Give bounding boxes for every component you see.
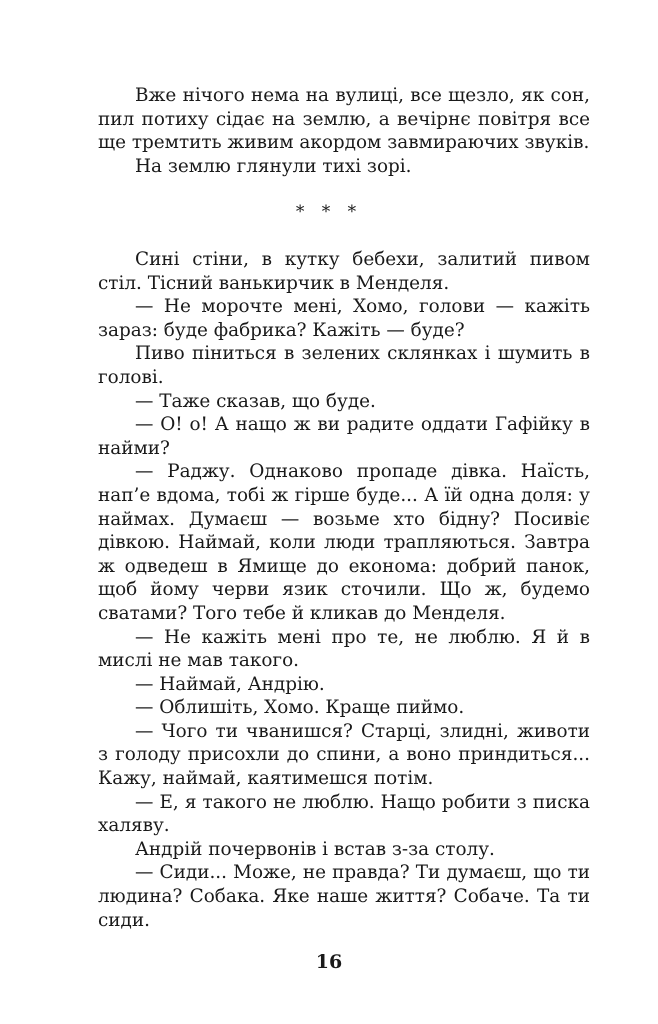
paragraph: — Наймай, Андрію. — [135, 673, 325, 695]
paragraph: — Е, я такого не люблю. Нащо робити з писка халяву. — [98, 791, 590, 837]
paragraph: — Таже сказав, що буде. — [135, 390, 376, 412]
paragraph: Андрій почервонів і встав з-за столу. — [135, 838, 495, 860]
paragraph: — Не кажіть мені про те, не люблю. Я й в мислі не мав такого. — [98, 626, 590, 672]
paragraph: — Чого ти чванишся? Старці, злидні, животи з голоду присохли до спини, а воно приндиться... Кажу, наймай, каятимешся потім. — [98, 720, 590, 790]
paragraph: На землю глянули тихі зорі. — [135, 155, 412, 177]
section-separator: * * * — [295, 202, 363, 222]
paragraph: Сині стіни, в кутку бебехи, залитий пивом стіл. Тісний ванькирчик в Менделя. — [98, 249, 590, 294]
paragraph: — О! о! А нащо ж ви радите оддати Гафійку в найми? — [98, 414, 590, 459]
page-number: 16 — [315, 951, 343, 973]
paragraph: — Облишіть, Хомо. Краще пиймо. — [135, 697, 465, 719]
paragraph: — Сиди... Може, не правда? Ти думаєш, що ти людина? Собака. Яке наше життя? Собаче. Та ти сиди. — [98, 862, 590, 931]
paragraph: — Не морочте мені, Хомо, голови — кажіть зараз: буде фабрика? Кажіть — буде? — [98, 296, 590, 341]
text-block-1 — [98, 84, 590, 178]
text-block-2 — [98, 248, 590, 932]
paragraph: Вже нічого нема на вулиці, все щезло, як сон, пил потиху сідає на землю, а вечірнє повітря все ще тремтить живим акордом завмираючих звуків. — [98, 85, 590, 154]
paragraph: Пиво піниться в зелених склянках і шумить в голові. — [98, 343, 590, 388]
paragraph: — Раджу. Однаково пропаде дівка. Наїсть, нап’е вдома, тобі ж гірше буде... А їй одна доля: у наймах. Думаєш — возьме хто бідну? Посивіє дівкою. Наймай, коли люди трапляються. Завтра ж одведеш в Ямище до економа: добрий панок, щоб йому черви язик сточили. Що ж, будемо сватами? Того тебе й кликав до Менделя. — [98, 461, 590, 624]
